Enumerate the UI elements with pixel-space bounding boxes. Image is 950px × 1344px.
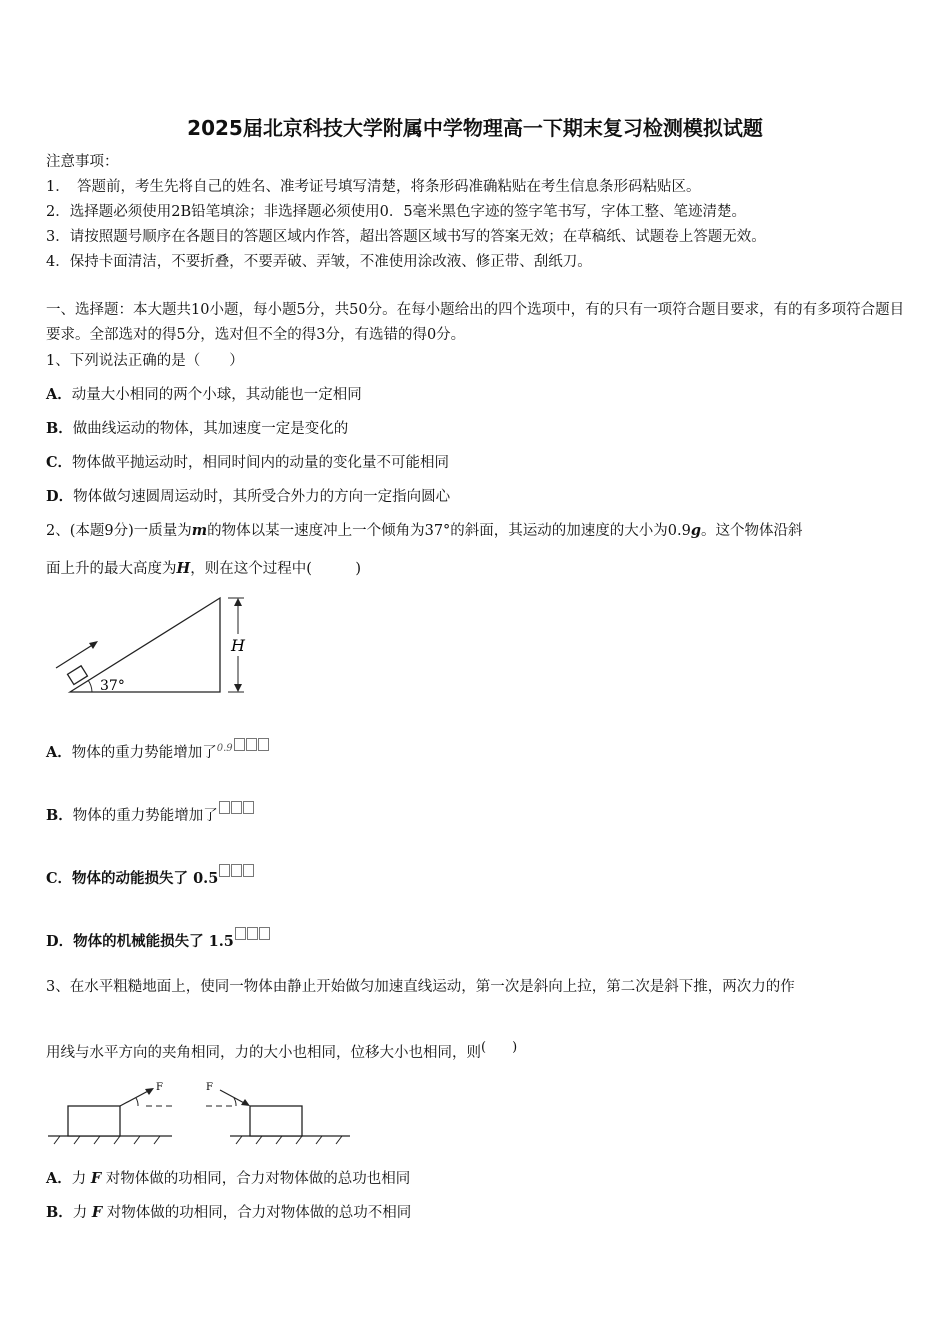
q2-stem-line2-b: ，则在这个过程中( ): [190, 561, 362, 577]
q2-option-a-letter: A．: [46, 744, 72, 761]
q2-option-b-text: 物体的重力势能增加了: [72, 808, 218, 824]
height-arrowhead-down: [234, 684, 242, 692]
q1-option-b-letter: B．: [46, 420, 73, 437]
q2-option-d-text: 物体的机械能损失了 1.5: [73, 933, 234, 950]
height-label: H: [231, 636, 245, 655]
q2-stem-b: 的物体以某一速度冲上一个倾角为37°的斜面，其运动的加速度的大小为0.9: [207, 523, 691, 539]
q2-option-a-coefficient: 0.9: [216, 743, 233, 754]
q2-option-c: [46, 864, 254, 889]
velocity-arrowhead: [89, 641, 98, 649]
q3-stem-line1: 3、在水平粗糙地面上，使同一物体由静止开始做匀加速直线运动，第一次是斜向上拉，第二次是斜下推，两次力的作: [46, 979, 795, 995]
ground-left-hatch: [54, 1136, 160, 1144]
q1-option-a: [46, 385, 362, 405]
q2-stem-a: 2、(本题9分)一质量为: [46, 523, 192, 539]
notes-heading: 注意事项：: [46, 154, 119, 170]
q1-option-a-letter: A．: [46, 386, 72, 403]
q3-stem-line2: [46, 1038, 517, 1063]
q1-option-d-letter: D．: [46, 488, 74, 505]
q2-option-b-letter: B．: [46, 807, 73, 824]
q2-stem-line2-a: 面上升的最大高度为: [46, 561, 177, 577]
block-left: [68, 1106, 120, 1136]
q2-stem-line1: [46, 521, 803, 541]
q3-option-b-letter: B．: [46, 1204, 73, 1221]
q2-option-b: [46, 801, 254, 826]
q3-option-a: [46, 1169, 410, 1189]
missing-glyph-icon: [231, 864, 242, 877]
missing-glyph-icon: [231, 801, 242, 814]
missing-glyph-icon: [259, 927, 270, 940]
velocity-arrow: [56, 644, 94, 668]
q3-option-a-letter: A．: [46, 1170, 72, 1187]
note-item-3: 3．请按照题号顺序在各题目的答题区域内作答，超出答题区域书写的答案无效；在草稿纸、试题卷上答题无效。: [46, 229, 766, 245]
q1-option-c-letter: C．: [46, 454, 73, 471]
missing-glyph-icon: [246, 738, 257, 751]
force-label-right: F: [206, 1082, 213, 1093]
q1-option-d: [46, 487, 450, 507]
angle-arc-left: [136, 1098, 138, 1106]
q2-var-m: m: [191, 522, 208, 539]
note-item-4: 4．保持卡面清洁，不要折叠，不要弄破、弄皱，不准使用涂改液、修正带、刮纸刀。: [46, 254, 592, 270]
q1-stem: 1、下列说法正确的是（ ）: [46, 353, 244, 369]
q2-var-h: H: [176, 560, 191, 577]
q2-incline-figure: [48, 594, 260, 700]
q3-stem-line2-text: 用线与水平方向的夹角相同，力的大小也相同，位移大小也相同，则: [46, 1045, 481, 1061]
q2-option-c-text: 物体的动能损失了 0.5: [72, 870, 219, 887]
missing-glyph-icon: [243, 801, 254, 814]
missing-glyph-icon: [258, 738, 269, 751]
q2-option-d: [46, 927, 270, 952]
height-arrowhead-up: [234, 598, 242, 606]
q2-option-c-letter: C．: [46, 870, 73, 887]
pull-force-arrow: [120, 1090, 150, 1106]
q1-option-c: [46, 453, 449, 473]
missing-glyph-icon: [219, 801, 230, 814]
q3-option-b-pre: 力: [72, 1205, 88, 1221]
q1-option-c-text: 物体做平抛运动时，相同时间内的动量的变化量不可能相同: [72, 455, 450, 471]
q2-stem-line2: [46, 559, 361, 579]
angle-arc: [88, 680, 92, 692]
push-force-arrow: [220, 1090, 246, 1104]
q3-option-a-text: 对物体做的功相同，合力对物体做的总功也相同: [105, 1171, 411, 1187]
block-right: [250, 1106, 302, 1136]
angle-label: 37°: [100, 678, 125, 694]
missing-glyph-icon: [247, 927, 258, 940]
note-item-1: 1． 答题前，考生先将自己的姓名、准考证号填写清楚，将条形码准确粘贴在考生信息条形码粘贴区。: [46, 179, 701, 195]
q2-var-g: g: [690, 522, 702, 539]
note-item-2: 2．选择题必须使用2B铅笔填涂；非选择题必须使用0．5毫米黑色字迹的签字笔书写，字体工整、笔迹清楚。: [46, 204, 747, 220]
q3-option-b: [46, 1203, 411, 1223]
block: [68, 666, 88, 685]
q3-option-b-text: 对物体做的功相同，合力对物体做的总功不相同: [106, 1205, 412, 1221]
q1-option-b-text: 做曲线运动的物体，其加速度一定是变化的: [72, 421, 349, 437]
q3-option-a-pre: 力: [71, 1171, 87, 1187]
missing-glyph-icon: [219, 864, 230, 877]
q3-answer-paren: ( ): [481, 1040, 518, 1055]
missing-glyph-icon: [235, 927, 246, 940]
missing-glyph-icon: [234, 738, 245, 751]
missing-glyph-icon: [243, 864, 254, 877]
section-intro: 一、选择题：本大题共10小题，每小题5分，共50分。在每小题给出的四个选项中，有的只有一项符合题目要求，有的有多项符合题目要求。全部选对的得5分，选对但不全的得3分，有选错的得0分。: [46, 302, 905, 343]
force-label-left: F: [156, 1082, 163, 1093]
q3-force-figure: [46, 1078, 356, 1146]
q1-option-a-text: 动量大小相同的两个小球，其动能也一定相同: [71, 387, 362, 403]
page-title: 2025届北京科技大学附属中学物理高一下期末复习检测模拟试题: [187, 116, 763, 140]
q2-option-a-text: 物体的重力势能增加了: [71, 745, 217, 761]
q2-stem-c: 。这个物体沿斜: [701, 523, 803, 539]
q3-option-a-var: F: [90, 1170, 102, 1187]
q3-option-b-var: F: [91, 1204, 103, 1221]
q1-option-b: [46, 419, 348, 439]
q2-option-a: [46, 738, 269, 763]
q2-option-d-letter: D．: [46, 933, 74, 950]
ground-right-hatch: [236, 1136, 342, 1144]
q1-option-d-text: 物体做匀速圆周运动时，其所受合外力的方向一定指向圆心: [73, 489, 451, 505]
angle-arc-right: [234, 1098, 236, 1106]
